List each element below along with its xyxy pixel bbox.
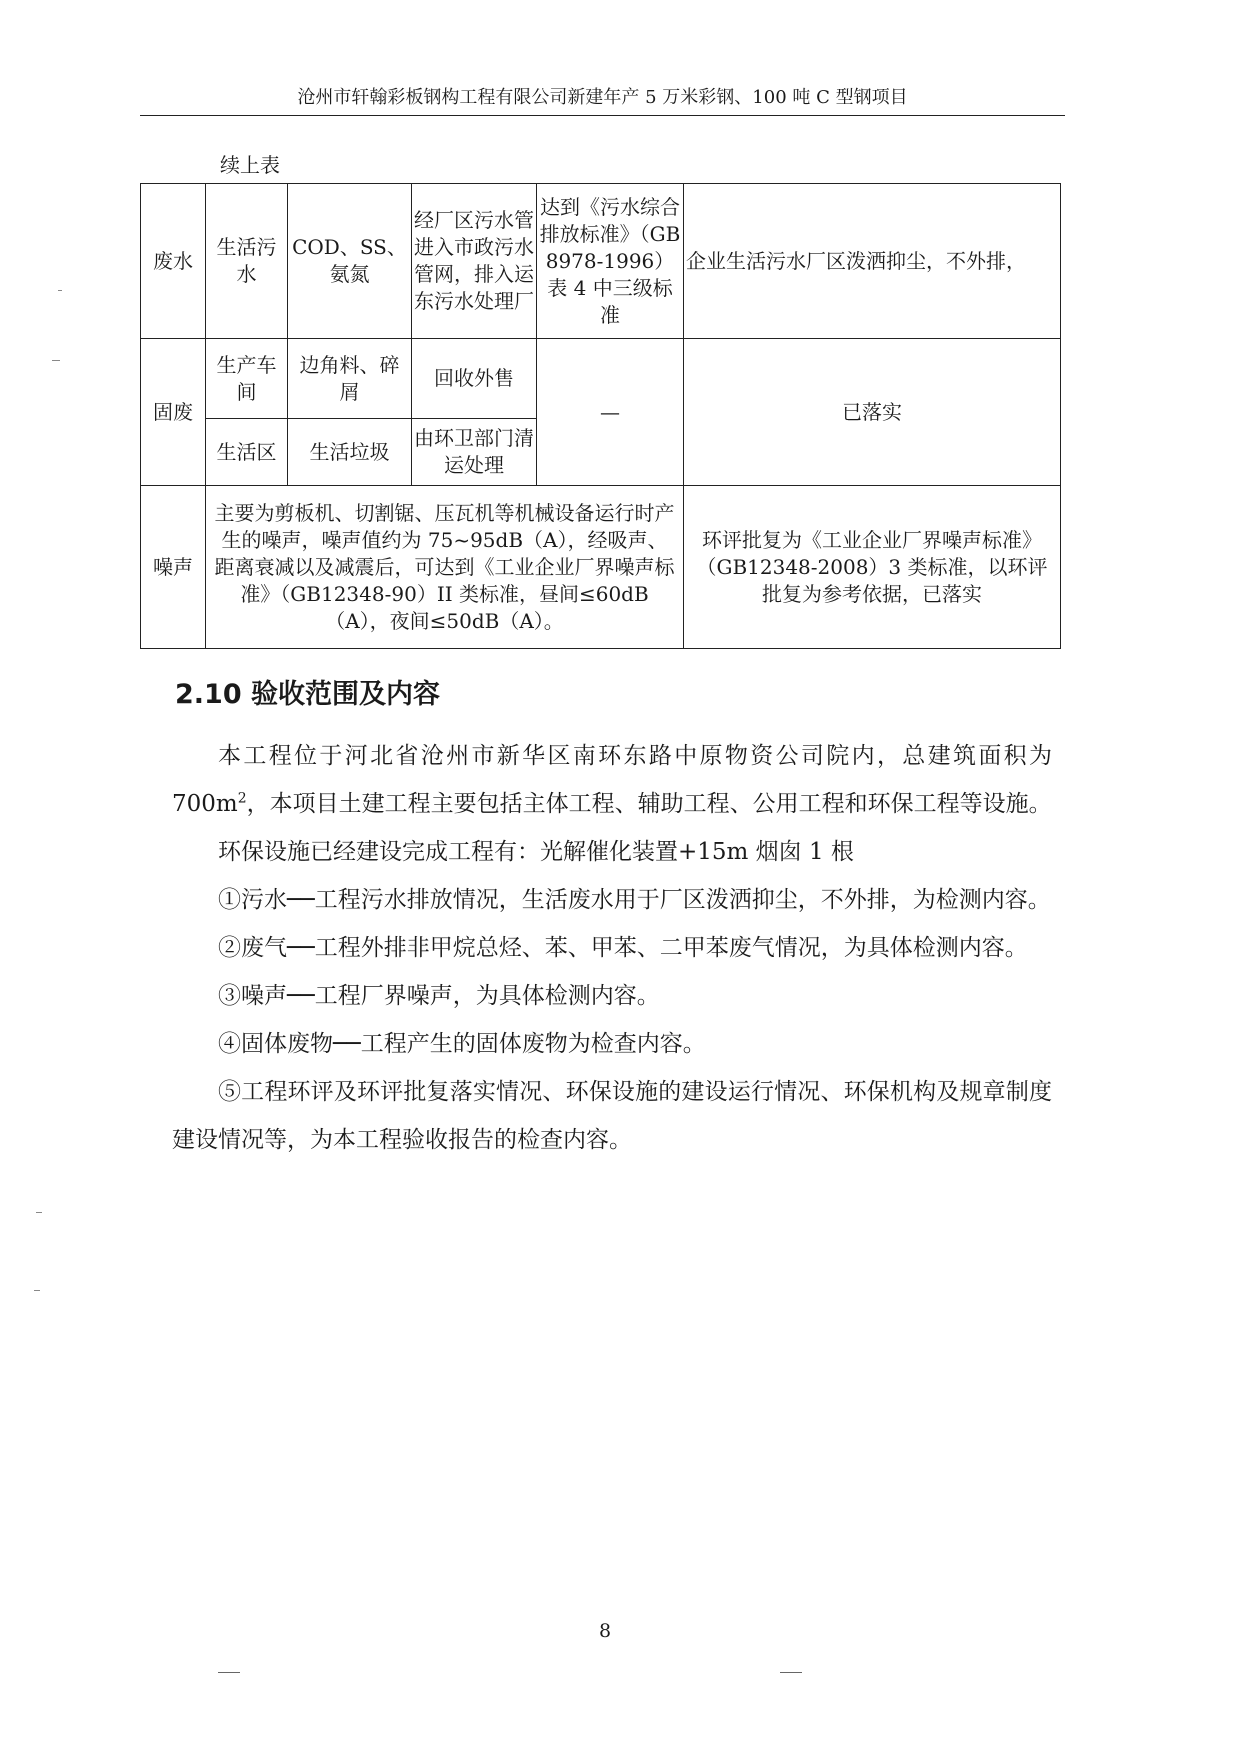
- pollutant-cell: 边角料、碎屑: [288, 339, 412, 419]
- status-cell: 环评批复为《工业企业厂界噪声标准》（GB12348-2008）3 类标准，以环评批复为参考依据，已落实: [684, 486, 1061, 649]
- table-row: [141, 184, 1061, 339]
- status-cell: 已落实: [684, 339, 1061, 486]
- page-header: 沧州市轩翰彩板钢构工程有限公司新建年产 5 万米彩钢、100 吨 C 型钢项目: [297, 87, 908, 108]
- table-row: [141, 486, 1061, 649]
- paragraph: ①污水──工程污水排放情况，生活废水用于厂区泼洒抑尘，不外排，为检测内容。: [218, 887, 1051, 913]
- page-number: 8: [598, 1620, 612, 1642]
- pollutant-cell: COD、SS、氨氮: [288, 184, 412, 339]
- paragraph: ②废气──工程外排非甲烷总烃、苯、甲苯、二甲苯废气情况，为具体检测内容。: [218, 935, 1028, 961]
- category-cell: 废水: [141, 184, 206, 339]
- paragraph-text: ，本项目土建工程主要包括主体工程、辅助工程、公用工程和环保工程等设施。: [246, 791, 1052, 817]
- scan-mark: [58, 290, 62, 291]
- measure-cell: 由环卫部门清运处理: [412, 419, 537, 486]
- scan-mark: [34, 1290, 40, 1291]
- scan-mark: [52, 360, 60, 361]
- scan-mark: [218, 1672, 240, 1673]
- body-text: [172, 732, 1052, 1164]
- paragraph: ⑤工程环评及环评批复落实情况、环保设施的建设运行情况、环保机构及规章制度建设情况等，为本工程验收报告的检查内容。: [172, 1079, 1052, 1153]
- paragraph: [172, 732, 1052, 828]
- pollution-measures-table: [140, 183, 1061, 649]
- pollutant-cell: 生活垃圾: [288, 419, 412, 486]
- status-cell: 企业生活污水厂区泼洒抑尘，不外排，: [684, 184, 1061, 339]
- measure-cell: 回收外售: [412, 339, 537, 419]
- table-row: [141, 339, 1061, 419]
- continued-label: 续上表: [220, 153, 280, 177]
- paragraph: 环保设施已经建设完成工程有：光解催化装置+15m 烟囱 1 根: [218, 839, 854, 865]
- paragraph-text: 本工程位于河北省沧州市新华区南环东路中原物资公司院内，总建筑面积为 700m: [172, 743, 1052, 817]
- scan-mark: [780, 1672, 802, 1673]
- standard-cell: —: [537, 339, 684, 486]
- scan-mark: [36, 1212, 42, 1213]
- measure-cell: 经厂区污水管进入市政污水管网，排入运东污水处理厂: [412, 184, 537, 339]
- source-cell: 生活区: [206, 419, 288, 486]
- category-cell: 噪声: [141, 486, 206, 649]
- standard-cell: 达到《污水综合排放标准》（GB8978-1996）表 4 中三级标准: [537, 184, 684, 339]
- superscript: 2: [237, 790, 247, 807]
- source-cell: 生产车间: [206, 339, 288, 419]
- noise-description-cell: 主要为剪板机、切割锯、压瓦机等机械设备运行时产生的噪声，噪声值约为 75~95dB（A），经吸声、距离衰减以及减震后，可达到《工业企业厂界噪声标准》（GB12348-90）II 类标准，昼间≤60dB（A），夜间≤50dB（A）。: [206, 486, 684, 649]
- paragraph: ③噪声──工程厂界噪声，为具体检测内容。: [218, 983, 660, 1009]
- source-cell: 生活污水: [206, 184, 288, 339]
- paragraph: ④固体废物──工程产生的固体废物为检查内容。: [218, 1031, 706, 1057]
- section-title: 2.10 验收范围及内容: [175, 679, 441, 710]
- category-cell: 固废: [141, 339, 206, 486]
- header-rule: [140, 115, 1065, 116]
